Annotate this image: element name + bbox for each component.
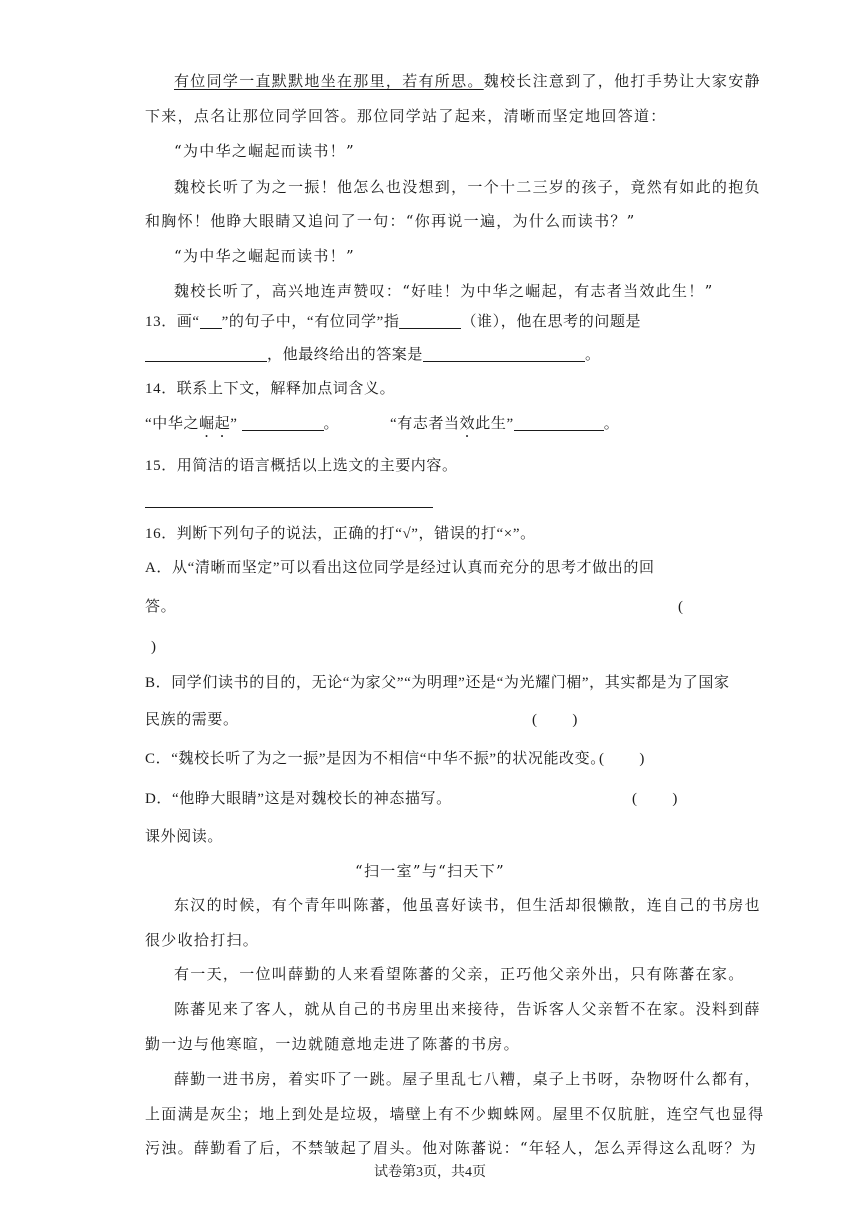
passage2-line7: 上面满是灰尘；地上到处是垃圾，墙壁上有不少蜘蛛网。屋里不仅肮脏，连空气也显得	[145, 1105, 765, 1123]
question-13: 13．画“ ”的句子中，“有位同学”指 （谁），他在思考的问题是	[145, 314, 642, 330]
question-14: 14．联系上下文，解释加点词含义。	[145, 381, 396, 397]
question-14-item-b: “有志者当效此生” 。	[390, 416, 620, 432]
passage2-line5: 勤一边与他寒暄，一边就随意地走进了陈蕃的书房。	[145, 1035, 520, 1053]
question-16-b-line1: B．同学们读书的目的，无论“为家父”“为明理”还是“为光耀门楣”，其实都是为了国家	[145, 675, 730, 691]
answer-paren-c[interactable]: ( )	[599, 751, 645, 767]
passage2-line4: 陈蕃见来了客人，就从自己的书房里出来接待，告诉客人父亲暂不在家。没料到薛	[174, 1000, 761, 1018]
passage2-line6: 薛勤一进书房，着实吓了一跳。屋子里乱七八糟，桌子上书呀，杂物呀什么都有，	[174, 1070, 761, 1088]
dotted-word: 效	[459, 416, 476, 432]
answer-blank-who[interactable]	[399, 312, 461, 329]
answer-blank-a[interactable]	[242, 414, 324, 431]
page-footer: 试卷第3页，共4页	[374, 1165, 486, 1180]
dotted-word: 崛起	[199, 416, 231, 432]
underlined-sentence: 有位同学一直默默地坐在那里，若有所思。	[174, 72, 484, 90]
passage1-line4: 魏校长听了为之一振！他怎么也没想到，一个十二三岁的孩子，竟然有如此的抱负	[174, 178, 761, 196]
answer-paren-d[interactable]: ( )	[632, 791, 678, 807]
question-16-a-line2: 答。	[145, 599, 177, 615]
question-16: 16．判断下列句子的说法，正确的打“√”，错误的打“×”。	[145, 526, 536, 542]
passage2-line8: 污浊。薛勤看了后，不禁皱起了眉头。他对陈蕃说：“年轻人，怎么弄得这么乱呀？为	[145, 1139, 758, 1157]
passage1-quote1: “为中华之崛起而读书！”	[174, 142, 355, 160]
question-16-d: D．“他睁大眼睛”这是对魏校长的神态描写。	[145, 791, 452, 807]
passage2-line3: 有一天，一位叫薛勤的人来看望陈蕃的父亲，正巧他父亲外出，只有陈蕃在家。	[174, 965, 745, 983]
passage1-line5: 和胸怀！他睁大眼睛又追问了一句：“你再说一遍，为什么而读书？”	[145, 212, 636, 230]
question-16-c: C．“魏校长听了为之一振”是因为不相信“中华不振”的状况能改变。	[145, 751, 606, 767]
passage2-title: “扫一室”与“扫天下”	[355, 862, 505, 880]
passage2-line1: 东汉的时候，有个青年叫陈蕃，他虽喜好读书，但生活却很懒散，连自己的书房也	[174, 896, 761, 914]
answer-paren-a-open[interactable]: (	[678, 599, 684, 615]
answer-blank[interactable]	[200, 312, 222, 329]
passage1-line7: 魏校长听了，高兴地连声赞叹：“好哇！为中华之崛起，有志者当效此生！”	[174, 282, 714, 300]
question-16-a-line1: A．从“清晰而坚定”可以看出这位同学是经过认真而充分的思考才做出的回	[145, 560, 655, 576]
answer-blank-thinking[interactable]	[145, 345, 267, 362]
passage1-quote2: “为中华之崛起而读书！”	[174, 247, 355, 265]
answer-blank-answer[interactable]	[423, 345, 585, 362]
passage1-line1: 有位同学一直默默地坐在那里，若有所思。魏校长注意到了，他打手势让大家安静	[174, 72, 761, 90]
question-15: 15．用简洁的语言概括以上选文的主要内容。	[145, 458, 458, 474]
section-label: 课外阅读。	[145, 829, 224, 845]
answer-paren-a-close[interactable]: )	[151, 639, 157, 655]
question-13-line2: ，他最终给出的答案是 。	[145, 344, 601, 366]
answer-line-15[interactable]	[145, 507, 433, 508]
question-14-item-a: “中华之崛起” 。	[145, 416, 340, 432]
answer-paren-b[interactable]: ( )	[532, 712, 578, 728]
question-16-b-line2: 民族的需要。	[145, 712, 239, 728]
answer-blank-b[interactable]	[514, 414, 604, 431]
passage2-line2: 很少收拾打扫。	[145, 931, 260, 949]
passage1-line2: 下来，点名让那位同学回答。那位同学站了起来，清晰而坚定地回答道：	[145, 107, 667, 125]
